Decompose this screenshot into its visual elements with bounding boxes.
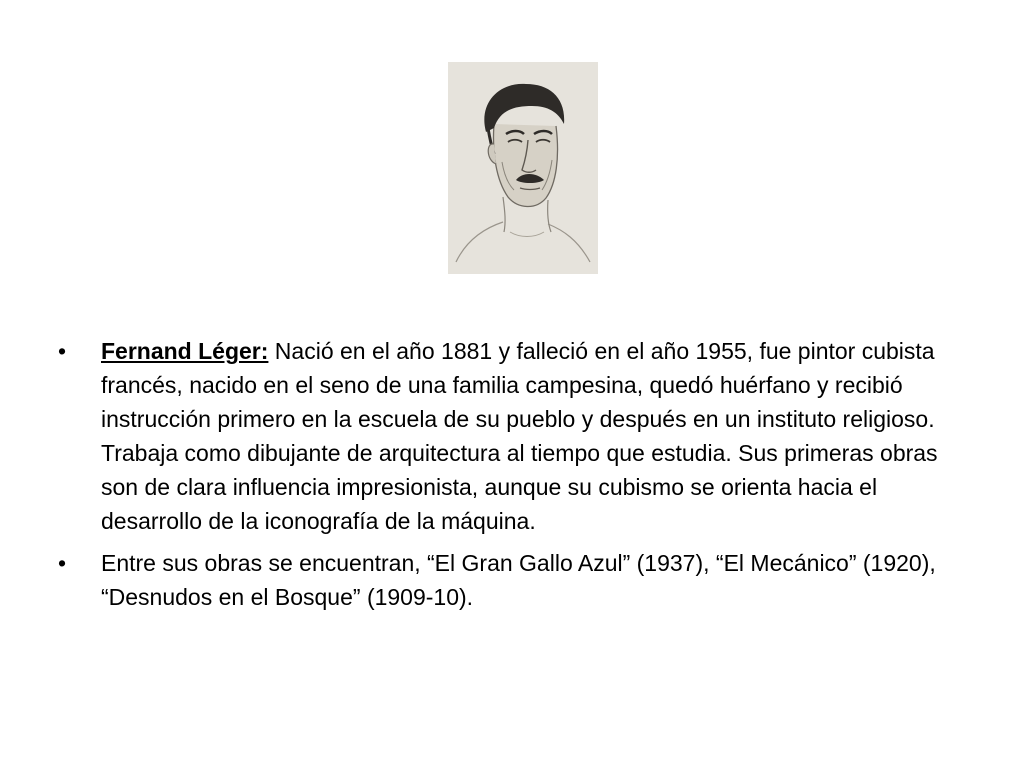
biography-text: Nació en el año 1881 y falleció en el año 1955, fue pintor cubista francés, nacido en el seno de una familia campesina, quedó huérfano y recibió instrucción primero en la escuela de su pueblo y después en un instituto religioso. Trabaja como dibujante de arquitectura al tiempo que estudia. Sus primeras obras son de clara influencia impresionista, aunque su cubismo se orienta hacia el desarrollo de la iconografía de la máquina. — [101, 338, 938, 534]
artist-name-label: Fernand Léger: — [101, 338, 269, 364]
portrait-sketch-icon — [448, 62, 598, 274]
bullet-marker: • — [58, 550, 67, 576]
bullet-item-biography — [58, 334, 958, 538]
portrait-image — [448, 62, 598, 274]
bullet-item-works — [58, 546, 958, 614]
bullet-marker: • — [58, 338, 67, 364]
works-text: Entre sus obras se encuentran, “El Gran Gallo Azul” (1937), “El Mecánico” (1920), “Desnudos en el Bosque” (1909-10). — [101, 550, 936, 610]
bullet-list — [58, 334, 958, 622]
